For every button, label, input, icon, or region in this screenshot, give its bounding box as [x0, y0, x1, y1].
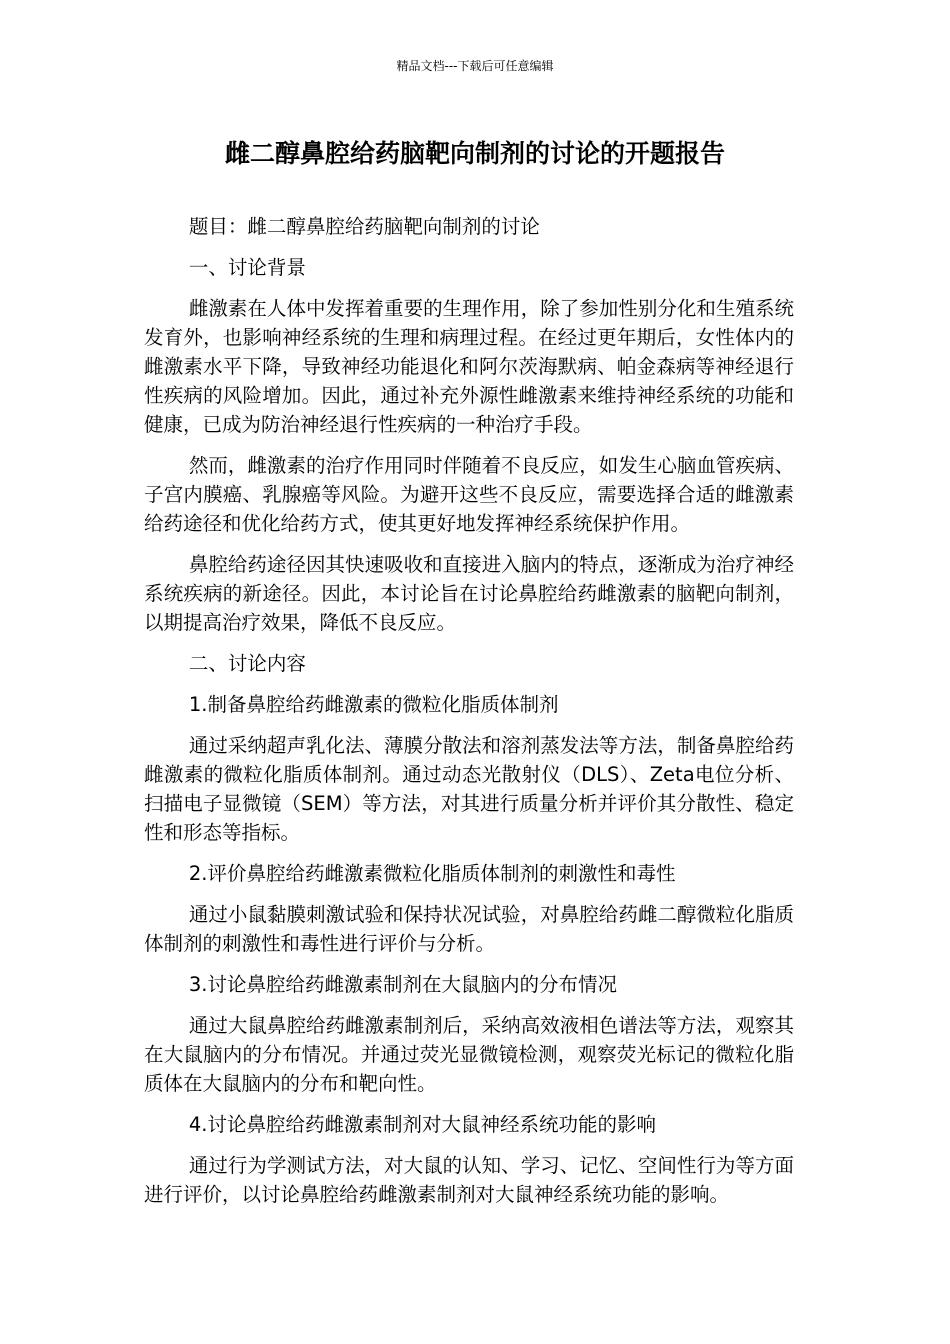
subsection-heading: 3.讨论鼻腔给药雌激素制剂在大鼠脑内的分布情况 — [188, 973, 617, 996]
paragraph: 通过采纳超声乳化法、薄膜分散法和溶剂蒸发法等方法，制备鼻腔给药雌激素的微粒化脂质体制剂。通过动态光散射仪（DLS）、Zeta电位分析、扫描电子显微镜（SEM）等方法，对其进行质量分析并评价其分散性、稳定性和形态等指标。 — [144, 734, 794, 844]
paragraph: 通过小鼠黏膜刺激试验和保持状况试验，对鼻腔给药雌二醇微粒化脂质体制剂的刺激性和毒性进行评价与分析。 — [144, 903, 794, 955]
page-header-note: 精品文档---下载后可任意编辑 — [396, 59, 554, 73]
subsection-heading: 1.制备鼻腔给药雌激素的微粒化脂质体制剂 — [188, 693, 559, 716]
document-body — [144, 212, 794, 1221]
document-title: 雌二醇鼻腔给药脑靶向制剂的讨论的开题报告 — [224, 139, 725, 168]
paragraph: 通过大鼠鼻腔给药雌激素制剂后，采纳高效液相色谱法等方法，观察其在大鼠脑内的分布情况。并通过荧光显微镜检测，观察荧光标记的微粒化脂质体在大鼠脑内的分布和靶向性。 — [144, 1014, 794, 1095]
paragraph: 然而，雌激素的治疗作用同时伴随着不良反应，如发生心脑血管疾病、子宫内膜癌、乳腺癌等风险。为避开这些不良反应，需要选择合适的雌激素给药途径和优化给药方式，使其更好地发挥神经系统保护作用。 — [144, 454, 794, 535]
topic-line: 题目：雌二醇鼻腔给药脑靶向制剂的讨论 — [188, 215, 540, 238]
subsection-heading: 2.评价鼻腔给药雌激素微粒化脂质体制剂的刺激性和毒性 — [188, 862, 676, 885]
subsection-heading: 4.讨论鼻腔给药雌激素制剂对大鼠神经系统功能的影响 — [188, 1113, 656, 1136]
section-heading-content: 二、讨论内容 — [188, 652, 306, 675]
section-heading-background: 一、讨论背景 — [188, 256, 306, 279]
paragraph: 雌激素在人体中发挥着重要的生理作用，除了参加性别分化和生殖系统发育外，也影响神经系统的生理和病理过程。在经过更年期后，女性体内的雌激素水平下降，导致神经功能退化和阿尔茨海默病、帕金森病等神经退行性疾病的风险增加。因此，通过补充外源性雌激素来维持神经系统的功能和健康，已成为防治神经退行性疾病的一种治疗手段。 — [144, 297, 794, 436]
paragraph: 通过行为学测试方法，对大鼠的认知、学习、记忆、空间性行为等方面进行评价，以讨论鼻腔给药雌激素制剂对大鼠神经系统功能的影响。 — [144, 1154, 794, 1206]
paragraph: 鼻腔给药途径因其快速吸收和直接进入脑内的特点，逐渐成为治疗神经系统疾病的新途径。因此，本讨论旨在讨论鼻腔给药雌激素的脑靶向制剂，以期提高治疗效果，降低不良反应。 — [144, 553, 794, 634]
